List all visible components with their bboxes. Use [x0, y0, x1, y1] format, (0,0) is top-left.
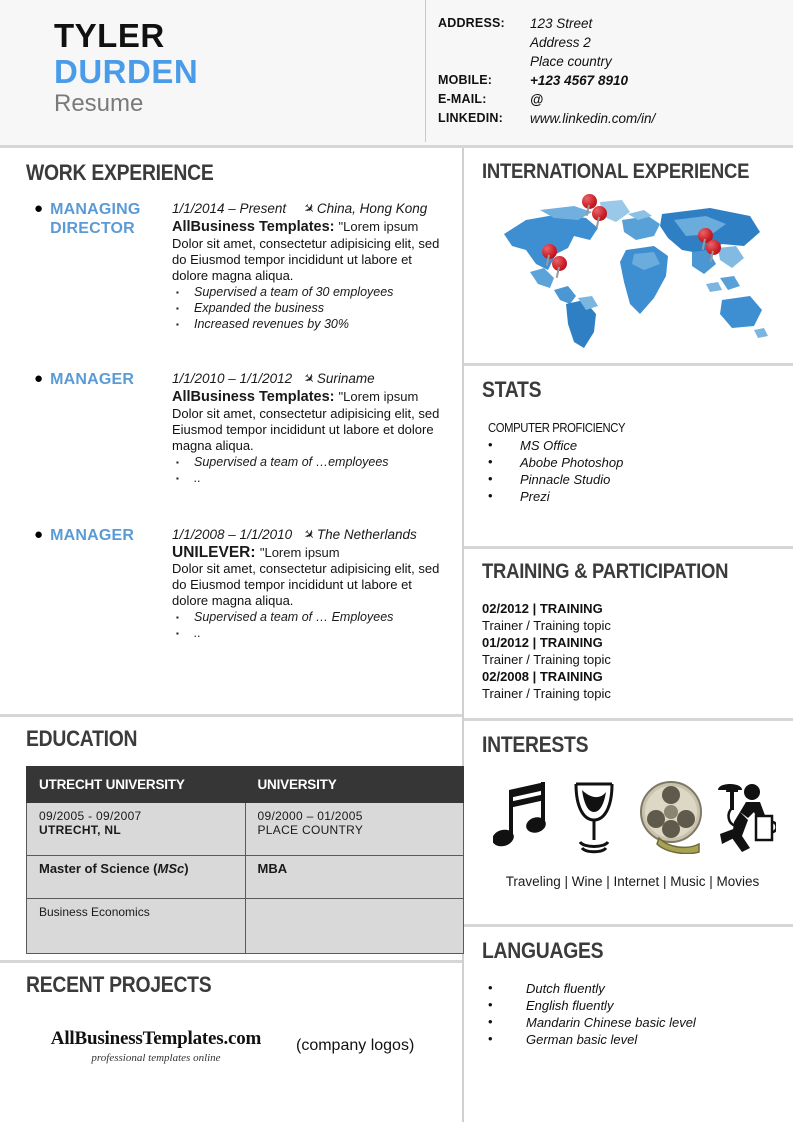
map-pin — [706, 240, 723, 262]
training-date: 02/2012 | TRAINING — [482, 601, 603, 616]
list-item: • German basic level — [482, 1031, 793, 1048]
job-entry — [26, 526, 462, 641]
section-interests — [464, 718, 793, 924]
airplane-icon: ✈ — [300, 369, 319, 388]
section-title: RECENT PROJECTS — [26, 972, 212, 997]
job-quote: "Lorem ipsum — [338, 389, 419, 404]
contact-row — [438, 90, 793, 109]
section-title: INTERESTS — [482, 732, 589, 757]
bullet-icon: ● — [34, 526, 44, 543]
job-dates: 1/1/2010 – 1/1/2012 — [172, 371, 293, 386]
section-title: TRAINING & PARTICIPATION — [482, 560, 729, 583]
training-topic: Trainer / Training topic — [482, 618, 611, 633]
contact-value-linkedin[interactable]: www.linkedin.com/in/ — [530, 111, 656, 126]
table-row — [27, 899, 464, 954]
contact-label — [438, 52, 530, 71]
contact-value: Place country — [530, 54, 612, 69]
table-cell-field-right — [245, 899, 464, 954]
world-map-icon — [482, 192, 782, 352]
job-title-cell — [26, 526, 172, 641]
header-vertical-divider — [425, 0, 426, 142]
bullet-icon: ● — [34, 370, 44, 387]
section-title: INTERNATIONAL EXPERIENCE — [482, 160, 750, 183]
job-point: ▪ Increased revenues by 30% — [172, 316, 448, 332]
job-body — [172, 200, 462, 332]
table-row — [27, 856, 464, 899]
job-point: ▪ .. — [172, 625, 448, 641]
edu-degree-left — [39, 861, 189, 876]
job-company-line — [172, 544, 448, 561]
table-column-header: UNIVERSITY — [245, 767, 464, 803]
logo-wordmark: AllBusinessTemplates.com — [50, 1028, 262, 1049]
allbusinesstemplates-logo — [26, 1028, 286, 1064]
section-title: LANGUAGES — [482, 938, 604, 963]
section-recent-projects — [0, 960, 462, 1122]
section-work-experience — [0, 148, 462, 714]
contact-row — [438, 33, 793, 52]
contact-label — [438, 33, 530, 52]
table-cell-field-left: Business Economics — [27, 899, 246, 954]
job-point: ▪ Supervised a team of …employees — [172, 454, 448, 470]
edu-date-range: 09/2005 - 09/2007 — [39, 809, 142, 823]
job-company-line — [172, 388, 448, 406]
training-date: 01/2012 | TRAINING — [482, 635, 603, 650]
table-row — [27, 803, 464, 856]
first-name: TYLER — [54, 17, 165, 54]
contact-row — [438, 14, 793, 33]
job-location-wrap — [300, 199, 428, 218]
job-description: Dolor sit amet, consectetur adipisicing elit, sed do Eiusmod tempor incididunt ut labore et dolore magna aliqua. — [172, 236, 440, 283]
section-stats — [464, 363, 793, 546]
job-meta — [172, 200, 448, 217]
section-title: STATS — [482, 377, 542, 402]
training-date: 02/2008 | TRAINING — [482, 669, 603, 684]
contact-row — [438, 52, 793, 71]
film-reel-icon — [639, 778, 705, 854]
section-education — [0, 714, 462, 960]
education-table — [26, 766, 464, 954]
edu-degree-right: MBA — [257, 861, 288, 876]
world-map — [482, 192, 782, 352]
job-role: MANAGER — [50, 527, 135, 544]
job-company: AllBusiness Templates: — [172, 219, 335, 235]
table-column-header: UTRECHT UNIVERSITY — [27, 767, 246, 803]
job-location-wrap — [300, 525, 417, 544]
resume-header — [0, 0, 793, 148]
running-waiter-icon — [712, 778, 778, 854]
list-item: • Pinnacle Studio — [482, 471, 793, 488]
airplane-icon: ✈ — [300, 525, 319, 544]
job-meta — [172, 370, 448, 387]
contact-value: 123 Street — [530, 16, 593, 31]
company-logos-placeholder: (company logos) — [296, 1037, 415, 1054]
training-topic: Trainer / Training topic — [482, 652, 611, 667]
list-item: • MS Office — [482, 437, 793, 454]
list-item: • Dutch fluently — [482, 980, 793, 997]
job-point: ▪ Supervised a team of 30 employees — [172, 284, 448, 300]
right-column — [464, 148, 793, 1122]
map-pin — [592, 206, 609, 228]
contact-label: MOBILE: — [438, 73, 493, 87]
job-description: Dolor sit amet, consectetur adipisicing elit, sed do Eiusmod tempor incididunt ut labore et dolore magna aliqua. — [172, 561, 440, 608]
edu-place: UTRECHT, NL — [39, 823, 121, 837]
job-points — [172, 609, 448, 641]
job-role: MANAGING DIRECTOR — [50, 201, 141, 237]
job-company: UNILEVER: — [172, 544, 256, 561]
job-point: ▪ Supervised a team of … Employees — [172, 609, 448, 625]
job-quote: "Lorem ipsum — [259, 545, 340, 560]
training-topic: Trainer / Training topic — [482, 686, 611, 701]
contact-label: ADDRESS: — [438, 16, 505, 30]
job-location: The Netherlands — [316, 527, 417, 542]
wine-glass-icon — [566, 778, 632, 854]
header-subtitle: Resume — [54, 90, 144, 118]
job-quote: "Lorem ipsum — [338, 219, 419, 234]
table-cell-dates-right — [245, 803, 464, 856]
job-points — [172, 454, 448, 486]
contact-block — [425, 0, 793, 145]
job-company: AllBusiness Templates: — [172, 389, 335, 405]
degree-abbrev: MSc — [157, 861, 185, 876]
list-item: • Mandarin Chinese basic level — [482, 1014, 793, 1031]
job-body — [172, 370, 462, 486]
job-entry — [26, 370, 462, 486]
languages-list — [482, 980, 793, 1048]
table-cell-degree-left — [27, 856, 246, 899]
job-description: Dolor sit amet, consectetur adipisicing elit, sed Eiusmod tempor incididunt ut labore et dolore magna aliqua. — [172, 406, 440, 453]
degree-suffix: ) — [184, 861, 189, 876]
table-cell-dates-left — [27, 803, 246, 856]
job-meta — [172, 526, 448, 543]
contact-row — [438, 71, 793, 90]
job-body — [172, 526, 462, 641]
edu-place: PLACE COUNTRY — [257, 823, 364, 837]
contact-row — [438, 109, 793, 128]
list-item: • Prezi — [482, 488, 793, 505]
map-pin — [552, 256, 569, 278]
header-name-block — [0, 0, 425, 145]
job-location: China, Hong Kong — [316, 201, 428, 216]
job-company-line — [172, 218, 448, 236]
edu-date-range: 09/2000 – 01/2005 — [257, 809, 363, 823]
contact-value: Address 2 — [530, 35, 591, 50]
job-point: ▪ Expanded the business — [172, 300, 448, 316]
job-dates: 1/1/2008 – 1/1/2010 — [172, 527, 293, 542]
stats-list — [482, 437, 793, 505]
music-notes-icon — [493, 778, 559, 854]
section-title: WORK EXPERIENCE — [26, 160, 214, 185]
left-column — [0, 148, 464, 1122]
contact-label: E-MAIL: — [438, 92, 487, 106]
list-item: • Abobe Photoshop — [482, 454, 793, 471]
degree-prefix: Master of Science ( — [39, 861, 158, 876]
job-title-cell — [26, 200, 172, 332]
table-header-row — [27, 767, 464, 803]
job-points — [172, 284, 448, 332]
job-location: Suriname — [316, 371, 375, 386]
job-dates: 1/1/2014 – Present — [172, 201, 287, 216]
resume-body — [0, 148, 793, 1122]
last-name: DURDEN — [54, 52, 199, 90]
section-international-experience — [464, 148, 793, 363]
bullet-icon: ● — [34, 200, 44, 217]
training-list — [482, 600, 793, 702]
section-title: EDUCATION — [26, 726, 138, 751]
contact-value-email: @ — [530, 92, 544, 107]
job-role: MANAGER — [50, 371, 135, 388]
list-item: • English fluently — [482, 997, 793, 1014]
job-location-wrap — [300, 369, 375, 388]
section-training — [464, 546, 793, 718]
contact-label: LINKEDIN: — [438, 111, 503, 125]
job-entry — [26, 200, 462, 332]
job-title-cell — [26, 370, 172, 486]
logo-tagline: professional templates online — [91, 1052, 221, 1064]
airplane-icon: ✈ — [300, 199, 319, 218]
stats-subtitle: COMPUTER PROFICIENCY — [488, 421, 626, 435]
interests-icon-row — [482, 776, 793, 854]
interests-caption: Traveling | Wine | Internet | Music | Movies — [505, 874, 760, 889]
section-languages — [464, 924, 793, 1081]
table-cell-degree-right — [245, 856, 464, 899]
job-point: ▪ .. — [172, 470, 448, 486]
contact-value: +123 4567 8910 — [530, 73, 628, 88]
projects-body — [26, 1028, 462, 1064]
